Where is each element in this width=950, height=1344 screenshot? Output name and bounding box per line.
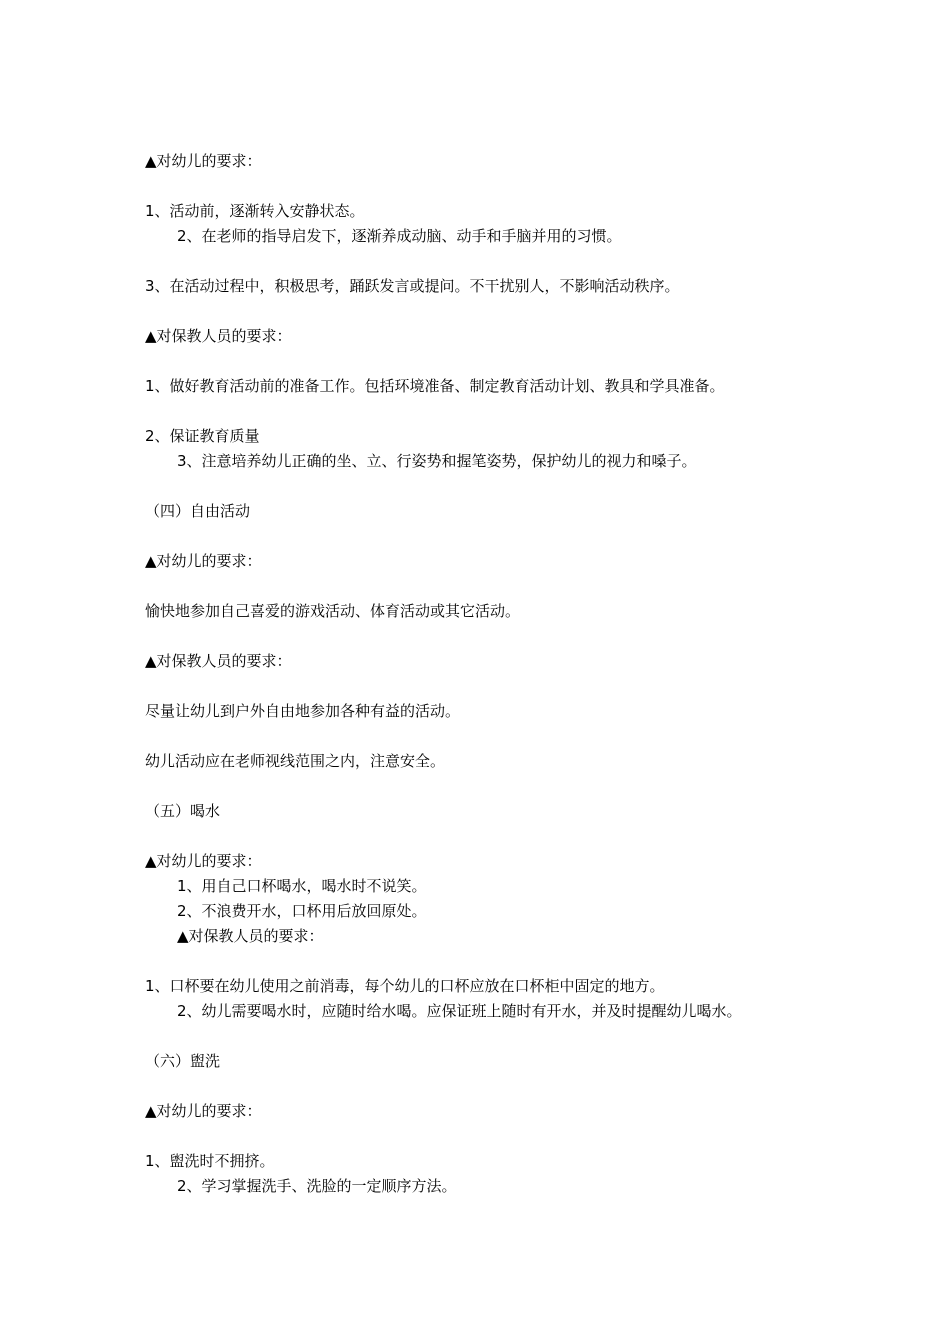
- paragraph: 1、用自己口杯喝水，喝水时不说笑。: [177, 877, 427, 895]
- paragraph: 1、活动前，逐渐转入安静状态。: [145, 202, 365, 220]
- paragraph: 幼儿活动应在老师视线范围之内，注意安全。: [145, 752, 446, 770]
- paragraph: 2、在老师的指导启发下，逐渐养成动脑、动手和手脑并用的习惯。: [177, 227, 622, 245]
- heading-child-requirements: ▲对幼儿的要求：: [145, 1102, 262, 1120]
- heading-child-requirements: ▲对幼儿的要求：: [145, 852, 262, 870]
- paragraph: 3、在活动过程中，积极思考，踊跃发言或提问。不干扰别人，不影响活动秩序。: [145, 277, 680, 295]
- paragraph: 愉快地参加自己喜爱的游戏活动、体育活动或其它活动。: [145, 602, 521, 620]
- paragraph: 1、盥洗时不拥挤。: [145, 1152, 275, 1170]
- paragraph: 2、幼儿需要喝水时，应随时给水喝。应保证班上随时有开水，并及时提醒幼儿喝水。: [177, 1002, 742, 1020]
- paragraph: 2、保证教育质量: [145, 427, 260, 445]
- paragraph: 1、做好教育活动前的准备工作。包括环境准备、制定教育活动计划、教具和学具准备。: [145, 377, 725, 395]
- heading-staff-requirements: ▲对保教人员的要求：: [177, 927, 324, 945]
- section-heading: （五）喝水: [145, 802, 221, 820]
- paragraph: 3、注意培养幼儿正确的坐、立、行姿势和握笔姿势，保护幼儿的视力和嗓子。: [177, 452, 697, 470]
- section-heading: （四）自由活动: [145, 502, 251, 520]
- paragraph: 2、学习掌握洗手、洗脸的一定顺序方法。: [177, 1177, 457, 1195]
- heading-staff-requirements: ▲对保教人员的要求：: [145, 652, 292, 670]
- paragraph: 2、不浪费开水，口杯用后放回原处。: [177, 902, 427, 920]
- heading-child-requirements: ▲对幼儿的要求：: [145, 552, 262, 570]
- paragraph: 1、口杯要在幼儿使用之前消毒，每个幼儿的口杯应放在口杯柜中固定的地方。: [145, 977, 665, 995]
- paragraph: 尽量让幼儿到户外自由地参加各种有益的活动。: [145, 702, 461, 720]
- heading-child-requirements: ▲对幼儿的要求：: [145, 152, 262, 170]
- section-heading: （六）盥洗: [145, 1052, 221, 1070]
- heading-staff-requirements: ▲对保教人员的要求：: [145, 327, 292, 345]
